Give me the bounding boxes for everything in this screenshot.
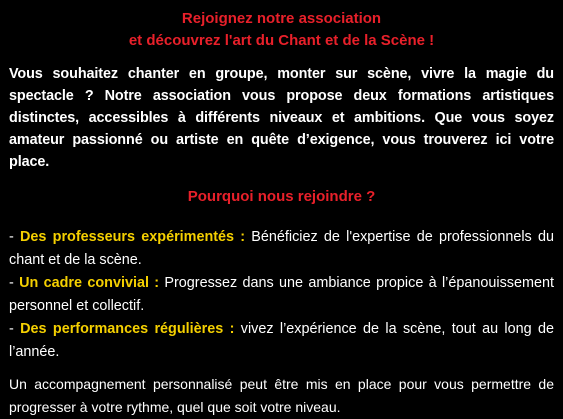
benefit-text: Progressez dans une ambiance propice à l’épanouissement personnel et collectif.	[9, 275, 554, 314]
benefit-text: vivez l’expérience de la scène, tout au long de l’année.	[9, 321, 554, 360]
benefit-highlight: Un cadre convivial :	[19, 275, 160, 291]
benefit-highlight: Des professeurs expérimentés :	[20, 229, 246, 245]
footer-paragraph: Un accompagnement personnalisé peut être mis en place pour vous permettre de progresser à votre rythme, quel que soit votre niveau.	[9, 376, 554, 415]
section-heading: Pourquoi nous rejoindre ?	[187, 188, 376, 205]
title-line-1: Rejoignez notre association	[181, 10, 382, 27]
list-dash: -	[9, 229, 21, 245]
page-title	[9, 0, 554, 52]
benefits-list	[9, 226, 554, 364]
benefit-item-teachers	[9, 226, 554, 272]
title-line-2: et découvrez l'art du Chant et de la Scène !	[128, 32, 435, 49]
benefit-highlight: Des performances régulières :	[20, 321, 235, 337]
benefit-item-setting	[9, 272, 554, 318]
list-dash: -	[9, 275, 20, 291]
benefit-text: Bénéficiez de l'expertise de professionnels du chant et de la scène.	[9, 229, 554, 268]
list-dash: -	[9, 321, 21, 337]
intro-paragraph: Vous souhaitez chanter en groupe, monter sur scène, vivre la magie du spectacle ? Notre association vous propose deux formations artistiques distinctes, accessibles à différents niveaux et ambitions. Que vous soyez amateur passionné ou artiste en quête d’exigence, vous trouverez ici votre place.	[9, 66, 554, 170]
benefit-item-performances	[9, 318, 554, 364]
